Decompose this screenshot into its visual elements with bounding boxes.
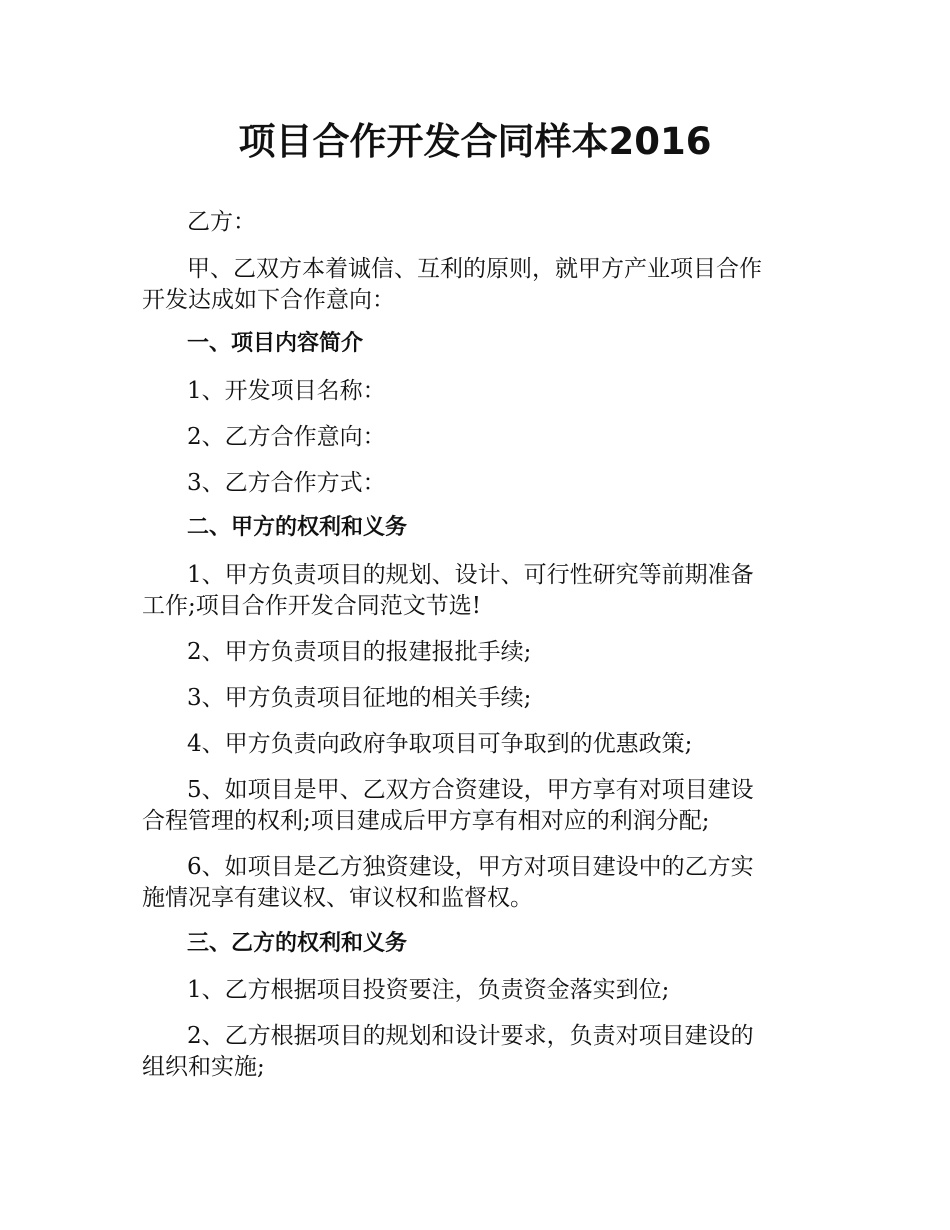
section-2-item-6-line-1: 6、如项目是乙方独资建设，甲方对项目建设中的乙方实 [187,854,754,880]
section-3-item-2-line-2: 组织和实施; [142,1054,265,1080]
section-1-item-1: 1、开发项目名称： [187,378,386,404]
party-b-label: 乙方： [187,209,256,235]
section-1-item-3: 3、乙方合作方式： [187,470,386,496]
section-2-item-5-line-2: 合程管理的权利;项目建成后甲方享有相对应的利润分配; [142,808,710,834]
section-2-item-5-line-1: 5、如项目是甲、乙双方合资建设，甲方享有对项目建设 [187,777,754,803]
section-3-item-1: 1、乙方根据项目投资要注，负责资金落实到位; [187,977,670,1003]
section-2-item-2: 2、甲方负责项目的报建报批手续; [187,639,532,665]
section-2-item-4: 4、甲方负责向政府争取项目可争取到的优惠政策; [187,731,693,757]
document-title: 项目合作开发合同样本2016 [238,120,712,163]
section-2-heading: 二、甲方的权利和义务 [187,515,408,540]
section-2-item-1-line-2: 工作;项目合作开发合同范文节选! [142,593,481,619]
section-1-item-2: 2、乙方合作意向： [187,424,386,450]
section-2-item-3: 3、甲方负责项目征地的相关手续; [187,685,532,711]
section-2-item-6-line-2: 施情况享有建议权、审议权和监督权。 [142,885,533,911]
section-1-heading: 一、项目内容简介 [187,331,364,356]
section-3-heading: 三、乙方的权利和义务 [187,931,408,956]
section-3-item-2-line-1: 2、乙方根据项目的规划和设计要求，负责对项目建设的 [187,1023,754,1049]
section-2-item-1-line-1: 1、甲方负责项目的规划、设计、可行性研究等前期准备 [187,562,754,588]
intro-paragraph-line-1: 甲、乙双方本着诚信、互利的原则，就甲方产业项目合作 [187,256,762,282]
intro-paragraph-line-2: 开发达成如下合作意向： [142,287,395,313]
